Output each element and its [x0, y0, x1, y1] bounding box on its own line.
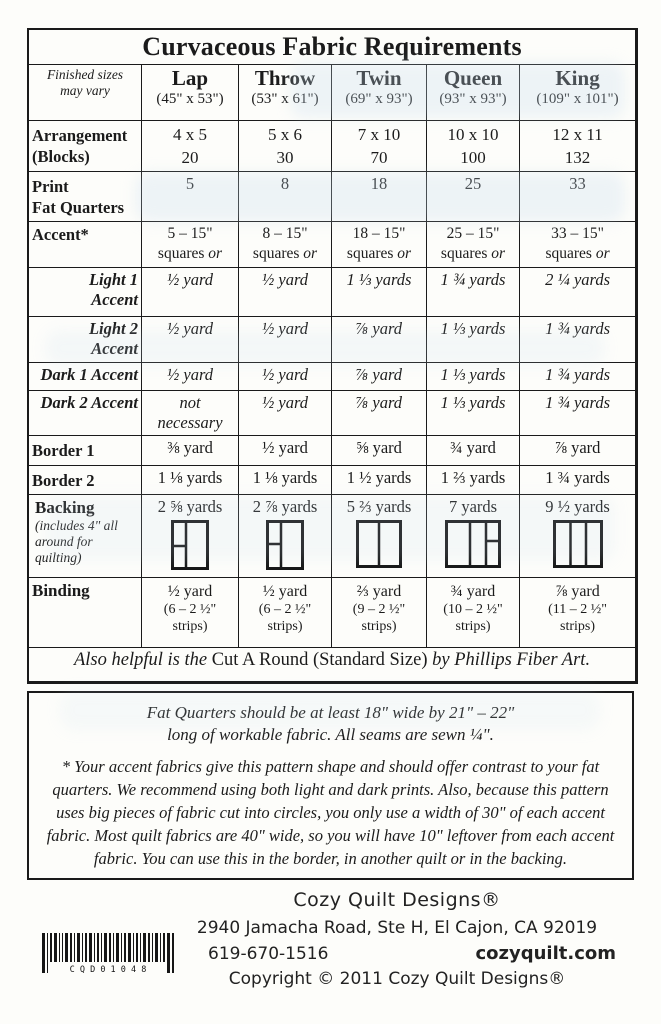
- backing-diagram-throw: [266, 520, 304, 570]
- row-border2: [29, 466, 636, 495]
- table-cell: 8 – 15" squares or: [239, 222, 332, 268]
- table-cell: 1 ¾ yards: [427, 268, 520, 317]
- fabric-requirements-table: [27, 28, 638, 684]
- table-cell: 1 ⅛ yards: [142, 466, 239, 495]
- brand-name: Cozy Quilt Designs®: [293, 889, 501, 911]
- table-cell: ½ yard: [142, 363, 239, 391]
- table-cell: ⅔ yard (9 – 2 ½" strips): [332, 578, 427, 648]
- table-cell: ⅞ yard (11 – 2 ½" strips): [520, 578, 636, 648]
- table-cell: ⅜ yard: [142, 436, 239, 466]
- fat-quarter-note: Fat Quarters should be at least 18" wide by 21" – 22" long of workable fabric. All seams are sewn ¼".: [146, 703, 515, 744]
- row-label-accent: Accent*: [29, 222, 142, 268]
- copyright-line: Copyright © 2011 Cozy Quilt Designs®: [228, 969, 566, 989]
- table-cell: ½ yard (6 – 2 ½" strips): [239, 578, 332, 648]
- table-cell: 1 ¾ yards: [520, 466, 636, 495]
- row-arrangement: [29, 121, 636, 172]
- row-label-binding: Binding: [29, 578, 142, 648]
- row-label-arrangement: Arrangement (Blocks): [29, 121, 142, 172]
- table-cell: 1 ⅓ yards: [427, 363, 520, 391]
- table-cell: ¾ yard (10 – 2 ½" strips): [427, 578, 520, 648]
- row-binding: [29, 578, 636, 648]
- table-cell: 5 – 15" squares or: [142, 222, 239, 268]
- table-cell: 9 ½ yards: [520, 495, 636, 578]
- table-cell: 1 ½ yards: [332, 466, 427, 495]
- table-cell: 18: [332, 172, 427, 222]
- table-cell: not necessary: [142, 391, 239, 436]
- table-cell: 18 – 15" squares or: [332, 222, 427, 268]
- table-cell: ⅞ yard: [520, 436, 636, 466]
- column-header-twin: Twin (69" x 93"): [332, 65, 427, 121]
- table-cell: 1 ⅓ yards: [427, 391, 520, 436]
- table-cell: 1 ⅔ yards: [427, 466, 520, 495]
- table-cell: ⅝ yard: [332, 436, 427, 466]
- row-label-dark1: Dark 1 Accent: [29, 363, 142, 391]
- row-light2-accent: [29, 317, 636, 363]
- table-cell: 12 x 11 132: [520, 121, 636, 172]
- row-dark1-accent: [29, 363, 636, 391]
- table-cell: 10 x 10 100: [427, 121, 520, 172]
- table-cell: 33: [520, 172, 636, 222]
- column-header-king: King (109" x 101"): [520, 65, 636, 121]
- phone-number: 619-670-1516: [208, 944, 329, 964]
- table-cell: 8: [239, 172, 332, 222]
- column-header-throw: Throw (53" x 61"): [239, 65, 332, 121]
- finished-sizes-line2: may vary: [60, 83, 110, 98]
- table-cell: 1 ⅓ yards: [332, 268, 427, 317]
- row-label-light2: Light 2 Accent: [29, 317, 142, 363]
- table-cell: ½ yard: [239, 317, 332, 363]
- table-cell: 5 x 6 30: [239, 121, 332, 172]
- row-label-dark2: Dark 2 Accent: [29, 391, 142, 436]
- page-title: Curvaceous Fabric Requirements: [29, 30, 636, 65]
- column-header-lap: Lap (45" x 53"): [142, 65, 239, 121]
- table-cell: ¾ yard: [427, 436, 520, 466]
- row-backing: [29, 495, 636, 578]
- table-cell: 7 yards: [427, 495, 520, 578]
- finished-sizes-line1: Finished sizes: [46, 67, 124, 82]
- table-cell: ½ yard (6 – 2 ½" strips): [142, 578, 239, 648]
- accent-footnote: * Your accent fabrics give this pattern shape and should offer contrast to your fat quarters. We recommend using both light and dark prints. Also, because this pattern uses big pieces of fabric cut into circles, you only use a width of 30" of each accent fabric. Most quilt fabrics are 40" wide, so you will have 10" leftover from each accent fabric. You can use this in the border, in another quilt or in the backing.: [46, 757, 615, 868]
- table-cell: ½ yard: [142, 268, 239, 317]
- row-label-border2: Border 2: [29, 466, 142, 495]
- row-light1-accent: [29, 268, 636, 317]
- backing-diagram-king: [553, 520, 603, 568]
- backing-diagram-twin: [356, 520, 402, 568]
- table-cell: 25: [427, 172, 520, 222]
- backing-diagram-lap: [171, 520, 209, 570]
- table-cell: ½ yard: [239, 436, 332, 466]
- table-cell: ½ yard: [239, 363, 332, 391]
- address: 2940 Jamacha Road, Ste H, El Cajon, CA 92019: [196, 918, 598, 938]
- row-label-fat-quarters: Print Fat Quarters: [29, 172, 142, 222]
- table-cell: 1 ¾ yards: [520, 363, 636, 391]
- table-cell: 2 ¼ yards: [520, 268, 636, 317]
- table-cell: 1 ¾ yards: [520, 391, 636, 436]
- table-cell: ½ yard: [239, 268, 332, 317]
- table-cell: 1 ⅛ yards: [239, 466, 332, 495]
- table-cell: 5 ⅔ yards: [332, 495, 427, 578]
- footer: [0, 889, 661, 1024]
- row-also-helpful: [29, 648, 636, 682]
- table-cell: ⅞ yard: [332, 391, 427, 436]
- table-cell: 1 ¾ yards: [520, 317, 636, 363]
- row-label-border1: Border 1: [29, 436, 142, 466]
- table-cell: ½ yard: [142, 317, 239, 363]
- size-header-row: [29, 65, 636, 121]
- table-cell: 4 x 5 20: [142, 121, 239, 172]
- table-cell: 5: [142, 172, 239, 222]
- backing-diagram-queen: [445, 520, 501, 568]
- column-header-queen: Queen (93" x 93"): [427, 65, 520, 121]
- table-cell: ⅞ yard: [332, 317, 427, 363]
- row-accent: [29, 222, 636, 268]
- table-cell: 1 ⅓ yards: [427, 317, 520, 363]
- row-fat-quarters: [29, 172, 636, 222]
- row-dark2-accent: [29, 391, 636, 436]
- barcode-text: C Q D 0 1 0 4 8: [69, 965, 147, 975]
- table-cell: 2 ⅝ yards: [142, 495, 239, 578]
- table-cell: 2 ⅞ yards: [239, 495, 332, 578]
- finished-sizes-note: [29, 65, 142, 121]
- row-label-backing: Backing (includes 4" all around for quilting): [29, 495, 142, 578]
- table-cell: 25 – 15" squares or: [427, 222, 520, 268]
- table-cell: ⅞ yard: [332, 363, 427, 391]
- website-url: cozyquilt.com: [475, 943, 616, 964]
- table-cell: ½ yard: [239, 391, 332, 436]
- table-cell: 7 x 10 70: [332, 121, 427, 172]
- table-cell: 33 – 15" squares or: [520, 222, 636, 268]
- row-label-light1: Light 1 Accent: [29, 268, 142, 317]
- barcode: [42, 933, 176, 979]
- notes-box: [27, 691, 634, 880]
- also-helpful-note: Also helpful is the Cut A Round (Standard Size) by Phillips Fiber Art.: [29, 648, 636, 682]
- row-border1: [29, 436, 636, 466]
